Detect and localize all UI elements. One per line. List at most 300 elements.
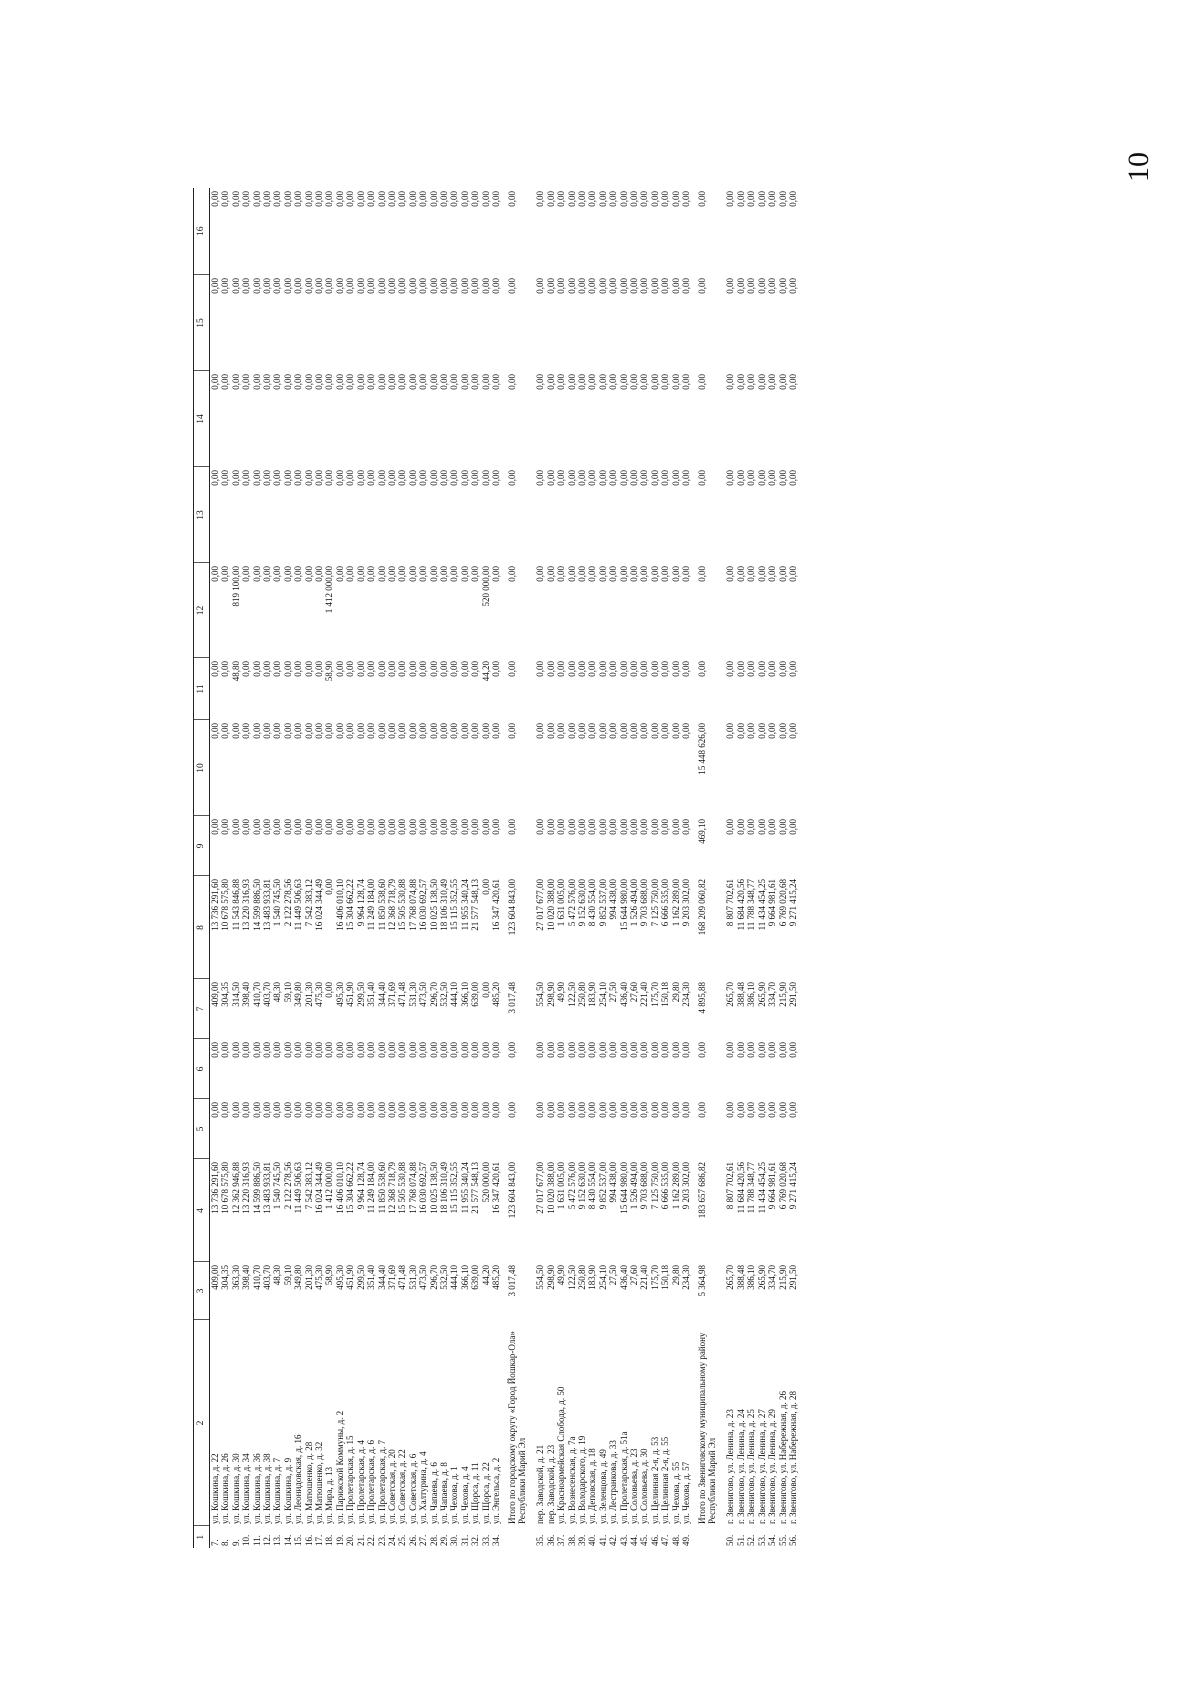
value-cell-c6: 0,00 bbox=[535, 1042, 546, 1058]
value-cell-c9: 0,00 bbox=[535, 819, 546, 835]
value-cell-c3: 475,30 bbox=[314, 1265, 325, 1290]
value-cell-c11: 0,00 bbox=[355, 661, 366, 677]
value-cell-c7: 436,40 bbox=[618, 982, 629, 1007]
value-cell-c8: 15 505 530,88 bbox=[397, 879, 408, 931]
value-cell-c10: 0,00 bbox=[293, 723, 304, 739]
value-cell-c15: 0,00 bbox=[649, 278, 660, 294]
value-cell-c7: 48,30 bbox=[272, 982, 283, 1003]
value-cell-c4: 9 664 981,61 bbox=[767, 1162, 778, 1210]
value-cell-c16: 0,00 bbox=[376, 191, 387, 207]
value-cell-c9: 0,00 bbox=[681, 819, 692, 835]
value-cell-c12: 0,00 bbox=[697, 566, 708, 582]
value-cell-c5: 0,00 bbox=[397, 1102, 408, 1118]
value-cell-c16: 0,00 bbox=[535, 191, 546, 207]
value-cell-c10: 0,00 bbox=[407, 723, 418, 739]
value-cell-c7: 398,40 bbox=[241, 982, 252, 1007]
row-number: 48. bbox=[670, 1534, 681, 1546]
value-cell-c9: 0,00 bbox=[459, 819, 470, 835]
value-cell-c12: 0,00 bbox=[272, 566, 283, 582]
column-header-2: 2 bbox=[194, 1320, 210, 1526]
value-cell-c12: 0,00 bbox=[597, 566, 608, 582]
value-cell-c5: 0,00 bbox=[535, 1102, 546, 1118]
value-cell-c5: 0,00 bbox=[660, 1102, 671, 1118]
value-cell-c14: 0,00 bbox=[314, 374, 325, 390]
value-cell-c6: 0,00 bbox=[507, 1042, 518, 1058]
address-cell: ул. Пролетарская, д. 4 bbox=[355, 1440, 366, 1524]
value-cell-c7: 234,30 bbox=[681, 982, 692, 1007]
value-cell-c14: 0,00 bbox=[293, 374, 304, 390]
table-row bbox=[272, 188, 282, 1548]
value-cell-c9: 0,00 bbox=[386, 819, 397, 835]
value-cell-c12: 0,00 bbox=[735, 566, 746, 582]
value-cell-c4: 15 505 530,88 bbox=[397, 1162, 408, 1214]
value-cell-c6: 0,00 bbox=[366, 1042, 377, 1058]
row-number: 21. bbox=[355, 1534, 366, 1546]
value-cell-c11: 0,00 bbox=[660, 661, 671, 677]
value-cell-c3: 386,10 bbox=[746, 1265, 757, 1290]
value-cell-c5: 0,00 bbox=[345, 1102, 356, 1118]
value-cell-c5: 0,00 bbox=[407, 1102, 418, 1118]
value-cell-c7: 444,10 bbox=[449, 982, 460, 1007]
value-cell-c15: 0,00 bbox=[480, 278, 491, 294]
value-cell-c7: 344,40 bbox=[376, 982, 387, 1007]
value-cell-c15: 0,00 bbox=[587, 278, 598, 294]
value-cell-c6: 0,00 bbox=[767, 1042, 778, 1058]
value-cell-c6: 0,00 bbox=[787, 1042, 798, 1058]
value-cell-c5: 0,00 bbox=[787, 1102, 798, 1118]
value-cell-c14: 0,00 bbox=[334, 374, 345, 390]
value-cell-c14: 0,00 bbox=[366, 374, 377, 390]
value-cell-c4: 2 122 278,56 bbox=[282, 1162, 293, 1210]
value-cell-c6: 0,00 bbox=[251, 1042, 262, 1058]
value-cell-c4: 14 599 886,50 bbox=[251, 1162, 262, 1214]
value-cell-c11: 58,90 bbox=[324, 661, 335, 682]
value-cell-c14: 0,00 bbox=[787, 374, 798, 390]
value-cell-c5: 0,00 bbox=[767, 1102, 778, 1118]
value-cell-c16: 0,00 bbox=[587, 191, 598, 207]
table-row bbox=[650, 188, 660, 1548]
address-cell: ул. Володарского, д. 19 bbox=[577, 1435, 587, 1524]
value-cell-c15: 0,00 bbox=[407, 278, 418, 294]
value-cell-c4: 123 604 843,00 bbox=[507, 1162, 518, 1219]
value-cell-c7: 201,30 bbox=[303, 982, 314, 1007]
value-cell-c10: 0,00 bbox=[535, 723, 546, 739]
value-cell-c13: 0,00 bbox=[566, 470, 577, 486]
value-cell-c11: 0,00 bbox=[366, 661, 377, 677]
value-cell-c4: 13 483 933,81 bbox=[262, 1162, 273, 1214]
value-cell-c11: 0,00 bbox=[681, 661, 692, 677]
value-cell-c4: 10 020 388,00 bbox=[545, 1162, 556, 1214]
value-cell-c10: 0,00 bbox=[303, 723, 314, 739]
value-cell-c15: 0,00 bbox=[735, 278, 746, 294]
value-cell-c3: 403,70 bbox=[262, 1265, 273, 1290]
value-cell-c5: 0,00 bbox=[470, 1102, 481, 1118]
value-cell-c6: 0,00 bbox=[386, 1042, 397, 1058]
value-cell-c3: 201,30 bbox=[303, 1265, 314, 1290]
table-row bbox=[439, 188, 449, 1548]
value-cell-c11: 0,00 bbox=[428, 661, 439, 677]
value-cell-c6: 0,00 bbox=[220, 1042, 231, 1058]
value-cell-c7: 351,40 bbox=[366, 982, 377, 1007]
value-cell-c8: 9 964 128,74 bbox=[355, 879, 366, 927]
value-cell-c5: 0,00 bbox=[556, 1102, 567, 1118]
value-cell-c14: 0,00 bbox=[407, 374, 418, 390]
value-cell-c4: 16 024 344,49 bbox=[314, 1162, 325, 1214]
value-cell-c13: 0,00 bbox=[649, 470, 660, 486]
table-row bbox=[252, 188, 262, 1548]
value-cell-c7: 215,90 bbox=[777, 982, 788, 1007]
value-cell-c14: 0,00 bbox=[470, 374, 481, 390]
value-cell-c12: 0,00 bbox=[376, 566, 387, 582]
value-cell-c7: 150,18 bbox=[660, 982, 671, 1007]
row-number: 46. bbox=[649, 1534, 660, 1546]
value-cell-c10: 0,00 bbox=[262, 723, 273, 739]
value-cell-c15: 0,00 bbox=[725, 278, 736, 294]
value-cell-c4: 21 577 548,13 bbox=[470, 1162, 481, 1214]
value-cell-c14: 0,00 bbox=[556, 374, 567, 390]
column-header-1: 1 bbox=[194, 1526, 210, 1548]
value-cell-c12: 0,00 bbox=[725, 566, 736, 582]
value-cell-c16: 0,00 bbox=[418, 191, 429, 207]
value-cell-c15: 0,00 bbox=[639, 278, 650, 294]
value-cell-c15: 0,00 bbox=[507, 278, 518, 294]
value-cell-c3: 265,70 bbox=[725, 1265, 736, 1290]
value-cell-c4: 12 362 946,88 bbox=[230, 1162, 241, 1214]
value-cell-c16: 0,00 bbox=[480, 191, 491, 207]
value-cell-c8: 1 162 289,00 bbox=[670, 879, 681, 927]
column-header-11: 11 bbox=[194, 658, 210, 720]
value-cell-c10: 0,00 bbox=[490, 723, 501, 739]
value-cell-c8: 9 203 302,00 bbox=[681, 879, 692, 927]
value-cell-c11: 0,00 bbox=[746, 661, 757, 677]
row-number: 35. bbox=[535, 1534, 546, 1546]
value-cell-c14: 0,00 bbox=[490, 374, 501, 390]
value-cell-c10: 0,00 bbox=[438, 723, 449, 739]
table-row bbox=[210, 188, 221, 1548]
value-cell-c13: 0,00 bbox=[639, 470, 650, 486]
table-row bbox=[262, 188, 272, 1548]
value-cell-c6: 0,00 bbox=[449, 1042, 460, 1058]
value-cell-c7: 175,70 bbox=[649, 982, 660, 1007]
value-cell-c13: 0,00 bbox=[756, 470, 767, 486]
value-cell-c15: 0,00 bbox=[272, 278, 283, 294]
value-cell-c4: 17 768 074,88 bbox=[407, 1162, 418, 1214]
value-cell-c16: 0,00 bbox=[735, 191, 746, 207]
value-cell-c7: 27,60 bbox=[629, 982, 640, 1003]
table-row bbox=[629, 188, 639, 1548]
value-cell-c8: 1 526 494,00 bbox=[629, 879, 640, 927]
value-cell-c8: 10 025 138,50 bbox=[428, 879, 439, 931]
value-cell-c9: 0,00 bbox=[735, 819, 746, 835]
address-cell: ул. Леонидовская, д. 16 bbox=[293, 1434, 304, 1524]
value-cell-c12: 0,00 bbox=[303, 566, 314, 582]
column-header-5: 5 bbox=[194, 1099, 210, 1159]
value-cell-c9: 0,00 bbox=[480, 819, 491, 835]
address-cell: ул. Кошкина, д. 38 bbox=[262, 1453, 273, 1524]
address-cell: ул. Парижской Коммуны, д. 2 bbox=[334, 1410, 345, 1524]
value-cell-c4: 15 304 662,22 bbox=[345, 1162, 356, 1214]
value-cell-c5: 0,00 bbox=[449, 1102, 460, 1118]
value-cell-c13: 0,00 bbox=[324, 470, 335, 486]
value-cell-c14: 0,00 bbox=[210, 374, 220, 390]
row-number: 15. bbox=[293, 1534, 304, 1546]
value-cell-c16: 0,00 bbox=[767, 191, 778, 207]
value-cell-c12: 0,00 bbox=[629, 566, 640, 582]
value-cell-c6: 0,00 bbox=[418, 1042, 429, 1058]
value-cell-c13: 0,00 bbox=[230, 470, 241, 486]
value-cell-c6: 0,00 bbox=[470, 1042, 481, 1058]
row-number: 9. bbox=[230, 1539, 241, 1546]
value-cell-c15: 0,00 bbox=[262, 278, 273, 294]
table-row bbox=[470, 188, 480, 1548]
value-cell-c12: 0,00 bbox=[767, 566, 778, 582]
value-cell-c13: 0,00 bbox=[507, 470, 518, 486]
value-cell-c11: 0,00 bbox=[407, 661, 418, 677]
value-cell-c7: 299,50 bbox=[355, 982, 366, 1007]
table-row bbox=[535, 188, 545, 1548]
value-cell-c16: 0,00 bbox=[649, 191, 660, 207]
value-cell-c15: 0,00 bbox=[241, 278, 252, 294]
value-cell-c13: 0,00 bbox=[735, 470, 746, 486]
value-cell-c9: 469,10 bbox=[697, 819, 708, 844]
value-cell-c8: 11 955 340,24 bbox=[459, 879, 470, 931]
value-cell-c4: 7 125 750,00 bbox=[649, 1162, 660, 1210]
value-cell-c10: 0,00 bbox=[345, 723, 356, 739]
value-cell-c14: 0,00 bbox=[545, 374, 556, 390]
value-cell-c5: 0,00 bbox=[272, 1102, 283, 1118]
value-cell-c8: 11 434 454,25 bbox=[756, 879, 767, 931]
value-cell-c5: 0,00 bbox=[618, 1102, 629, 1118]
address-cell: г. Звенигово, ул. Ленина, д. 29 bbox=[767, 1409, 778, 1524]
value-cell-c9: 0,00 bbox=[777, 819, 788, 835]
total-label: Итого по Звениговскому муниципальному району Республики Марий Эл bbox=[697, 1332, 718, 1524]
table-row bbox=[408, 188, 418, 1548]
value-cell-c9: 0,00 bbox=[345, 819, 356, 835]
value-cell-c8: 11 249 184,00 bbox=[366, 879, 377, 931]
value-cell-c15: 0,00 bbox=[629, 278, 640, 294]
value-cell-c7: 495,30 bbox=[334, 982, 345, 1007]
value-cell-c11: 0,00 bbox=[556, 661, 567, 677]
value-cell-c3: 175,70 bbox=[649, 1265, 660, 1290]
value-cell-c3: 485,20 bbox=[490, 1265, 501, 1290]
value-cell-c5: 0,00 bbox=[735, 1102, 746, 1118]
value-cell-c8: 15 115 352,55 bbox=[449, 879, 460, 931]
value-cell-c14: 0,00 bbox=[660, 374, 671, 390]
value-cell-c16: 0,00 bbox=[262, 191, 273, 207]
value-cell-c14: 0,00 bbox=[449, 374, 460, 390]
value-cell-c10: 0,00 bbox=[777, 723, 788, 739]
value-cell-c12: 0,00 bbox=[566, 566, 577, 582]
value-cell-c11: 0,00 bbox=[397, 661, 408, 677]
value-cell-c16: 0,00 bbox=[293, 191, 304, 207]
value-cell-c9: 0,00 bbox=[507, 819, 518, 835]
value-cell-c8: 16 024 344,49 bbox=[314, 879, 325, 931]
value-cell-c13: 0,00 bbox=[355, 470, 366, 486]
total-row bbox=[697, 188, 719, 1548]
value-cell-c15: 0,00 bbox=[314, 278, 325, 294]
value-cell-c8: 5 472 576,00 bbox=[566, 879, 577, 927]
table-row bbox=[304, 188, 314, 1548]
value-cell-c10: 0,00 bbox=[449, 723, 460, 739]
value-cell-c15: 0,00 bbox=[376, 278, 387, 294]
address-cell: г. Звенигово, ул. Набережная, д. 28 bbox=[787, 1391, 798, 1524]
value-cell-c5: 0,00 bbox=[251, 1102, 262, 1118]
value-cell-c15: 0,00 bbox=[787, 278, 798, 294]
table-row bbox=[546, 188, 556, 1548]
value-cell-c7: 254,10 bbox=[597, 982, 608, 1007]
value-cell-c15: 0,00 bbox=[597, 278, 608, 294]
address-cell: г. Звенигово, ул. Набережная, д. 26 bbox=[777, 1391, 788, 1524]
table-row bbox=[429, 188, 439, 1548]
value-cell-c8: 27 017 677,00 bbox=[535, 879, 546, 931]
value-cell-c14: 0,00 bbox=[480, 374, 491, 390]
value-cell-c12: 0,00 bbox=[787, 566, 798, 582]
value-cell-c5: 0,00 bbox=[587, 1102, 598, 1118]
value-cell-c15: 0,00 bbox=[386, 278, 397, 294]
value-cell-c16: 0,00 bbox=[639, 191, 650, 207]
value-cell-c9: 0,00 bbox=[303, 819, 314, 835]
value-cell-c13: 0,00 bbox=[282, 470, 293, 486]
value-cell-c16: 0,00 bbox=[490, 191, 501, 207]
value-cell-c3: 334,70 bbox=[767, 1265, 778, 1290]
value-cell-c8: 11 788 348,77 bbox=[746, 879, 757, 931]
row-number: 16. bbox=[303, 1534, 314, 1546]
table-row bbox=[491, 188, 501, 1548]
row-number: 55. bbox=[777, 1534, 788, 1546]
value-cell-c8: 8 430 554,00 bbox=[587, 879, 598, 927]
value-cell-c3: 299,50 bbox=[355, 1265, 366, 1290]
value-cell-c9: 0,00 bbox=[618, 819, 629, 835]
value-cell-c5: 0,00 bbox=[220, 1102, 231, 1118]
value-cell-c4: 9 703 688,00 bbox=[639, 1162, 650, 1210]
value-cell-c16: 0,00 bbox=[618, 191, 629, 207]
value-cell-c7: 554,50 bbox=[535, 982, 546, 1007]
value-cell-c3: 351,40 bbox=[366, 1265, 377, 1290]
value-cell-c11: 0,00 bbox=[449, 661, 460, 677]
address-cell: ул. Кошкина, д. 30 bbox=[230, 1453, 241, 1524]
row-number: 22. bbox=[366, 1534, 377, 1546]
value-cell-c10: 0,00 bbox=[324, 723, 335, 739]
value-cell-c6: 0,00 bbox=[355, 1042, 366, 1058]
value-cell-c12: 0,00 bbox=[649, 566, 660, 582]
value-cell-c11: 0,00 bbox=[545, 661, 556, 677]
value-cell-c5: 0,00 bbox=[725, 1102, 736, 1118]
table-row bbox=[283, 188, 293, 1548]
value-cell-c5: 0,00 bbox=[670, 1102, 681, 1118]
value-cell-c10: 0,00 bbox=[282, 723, 293, 739]
value-cell-c4: 11 449 506,63 bbox=[293, 1162, 304, 1214]
value-cell-c3: 234,30 bbox=[681, 1265, 692, 1290]
column-header-14: 14 bbox=[194, 371, 210, 467]
value-cell-c14: 0,00 bbox=[566, 374, 577, 390]
value-cell-c13: 0,00 bbox=[428, 470, 439, 486]
value-cell-c8: 11 850 538,60 bbox=[376, 879, 387, 931]
value-cell-c12: 0,00 bbox=[660, 566, 671, 582]
value-cell-c9: 0,00 bbox=[639, 819, 650, 835]
address-cell: ул. Мира, д. 13 bbox=[324, 1467, 335, 1524]
value-cell-c10: 0,00 bbox=[681, 723, 692, 739]
value-cell-c8: 11 449 506,63 bbox=[293, 879, 304, 931]
row-number: 13. bbox=[272, 1534, 283, 1546]
value-cell-c6: 0,00 bbox=[577, 1042, 587, 1058]
value-cell-c8: 168 209 060,82 bbox=[697, 879, 708, 936]
value-cell-c12: 0,00 bbox=[251, 566, 262, 582]
table-row bbox=[220, 188, 230, 1548]
address-cell: ул. Пролетарская, д. 51а bbox=[618, 1431, 629, 1524]
value-cell-c7: 334,70 bbox=[767, 982, 778, 1007]
address-cell: ул. Кошкина, д. 34 bbox=[241, 1453, 252, 1524]
value-cell-c16: 0,00 bbox=[397, 191, 408, 207]
value-cell-c7: 49,90 bbox=[556, 982, 567, 1003]
row-number: 26. bbox=[407, 1534, 418, 1546]
value-cell-c4: 9 152 630,00 bbox=[577, 1162, 587, 1210]
value-cell-c3: 5 364,98 bbox=[697, 1265, 708, 1297]
value-cell-c8: 16 347 420,61 bbox=[490, 879, 501, 931]
column-header-7: 7 bbox=[194, 979, 210, 1039]
value-cell-c10: 0,00 bbox=[386, 723, 397, 739]
value-cell-c11: 0,00 bbox=[697, 661, 708, 677]
value-cell-c13: 0,00 bbox=[545, 470, 556, 486]
value-cell-c14: 0,00 bbox=[670, 374, 681, 390]
value-cell-c6: 0,00 bbox=[262, 1042, 273, 1058]
value-cell-c9: 0,00 bbox=[282, 819, 293, 835]
value-cell-c11: 0,00 bbox=[314, 661, 325, 677]
value-cell-c12: 0,00 bbox=[459, 566, 470, 582]
row-number: 40. bbox=[587, 1534, 598, 1546]
value-cell-c9: 0,00 bbox=[230, 819, 241, 835]
value-cell-c15: 0,00 bbox=[303, 278, 314, 294]
value-cell-c4: 15 115 352,55 bbox=[449, 1162, 460, 1214]
value-cell-c14: 0,00 bbox=[251, 374, 262, 390]
value-cell-c6: 0,00 bbox=[459, 1042, 470, 1058]
table-row bbox=[377, 188, 387, 1548]
value-cell-c9: 0,00 bbox=[272, 819, 283, 835]
value-cell-c10: 0,00 bbox=[746, 723, 757, 739]
value-cell-c8: 21 577 548,13 bbox=[470, 879, 481, 931]
table-row bbox=[757, 188, 767, 1548]
value-cell-c7: 366,10 bbox=[459, 982, 470, 1007]
value-cell-c5: 0,00 bbox=[608, 1102, 619, 1118]
value-cell-c16: 0,00 bbox=[314, 191, 325, 207]
value-cell-c13: 0,00 bbox=[490, 470, 501, 486]
value-cell-c10: 0,00 bbox=[355, 723, 366, 739]
value-cell-c7: 183,90 bbox=[587, 982, 598, 1007]
address-cell: ул. Кошкина, д. 9 bbox=[282, 1457, 293, 1524]
value-cell-c15: 0,00 bbox=[220, 278, 231, 294]
value-cell-c11: 0,00 bbox=[629, 661, 640, 677]
value-cell-c6: 0,00 bbox=[230, 1042, 241, 1058]
value-cell-c8: 0,00 bbox=[324, 879, 335, 895]
address-cell: ул. Кошкина, д. 7 bbox=[272, 1457, 283, 1524]
value-cell-c14: 0,00 bbox=[355, 374, 366, 390]
table-body bbox=[210, 188, 799, 1548]
value-cell-c3: 473,50 bbox=[418, 1265, 429, 1290]
row-number bbox=[697, 1526, 719, 1548]
value-cell-c16: 0,00 bbox=[355, 191, 366, 207]
value-cell-c14: 0,00 bbox=[587, 374, 598, 390]
value-cell-c3: 436,40 bbox=[618, 1265, 629, 1290]
value-cell-c14: 0,00 bbox=[303, 374, 314, 390]
value-cell-c9: 0,00 bbox=[556, 819, 567, 835]
value-cell-c8: 994 438,00 bbox=[608, 879, 619, 920]
value-cell-c14: 0,00 bbox=[459, 374, 470, 390]
table-row bbox=[567, 188, 577, 1548]
value-cell-c7: 403,70 bbox=[262, 982, 273, 1007]
value-cell-c9: 0,00 bbox=[756, 819, 767, 835]
row-number: 25. bbox=[397, 1534, 408, 1546]
table-row bbox=[356, 188, 366, 1548]
value-cell-c13: 0,00 bbox=[407, 470, 418, 486]
